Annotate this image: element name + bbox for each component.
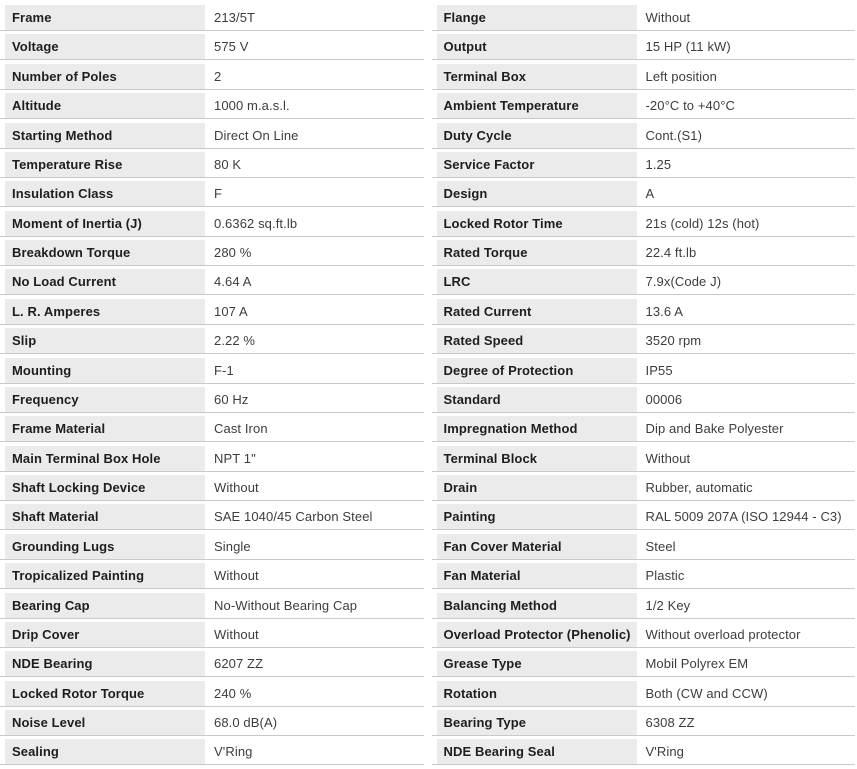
spec-value: 21s (cold) 12s (hot) xyxy=(645,215,760,231)
spec-label: NDE Bearing xyxy=(5,651,205,676)
spec-label: No Load Current xyxy=(5,269,205,294)
spec-label: Sealing xyxy=(5,739,205,764)
spec-label: Rated Speed xyxy=(437,328,637,353)
spec-row xyxy=(432,504,857,529)
spec-value: 0.6362 sq.ft.lb xyxy=(214,215,298,231)
spec-row xyxy=(432,269,857,294)
spec-label: Breakdown Torque xyxy=(5,240,205,265)
spec-label: Frequency xyxy=(5,387,205,412)
spec-label: Locked Rotor Torque xyxy=(5,681,205,706)
spec-row xyxy=(432,710,857,735)
spec-row xyxy=(432,123,857,148)
spec-label: Terminal Box xyxy=(437,64,637,89)
spec-row xyxy=(0,152,426,177)
spec-label: Altitude xyxy=(5,93,205,118)
spec-value: Mobil Polyrex EM xyxy=(645,656,749,672)
spec-value: SAE 1040/45 Carbon Steel xyxy=(214,509,373,525)
spec-value: 107 A xyxy=(214,303,248,319)
spec-row xyxy=(432,739,857,764)
spec-label: NDE Bearing Seal xyxy=(437,739,637,764)
spec-label: Bearing Type xyxy=(437,710,637,735)
spec-row xyxy=(432,240,857,265)
spec-value: Cast Iron xyxy=(214,421,268,437)
spec-label: L. R. Amperes xyxy=(5,299,205,324)
spec-value: 1000 m.a.s.l. xyxy=(214,98,290,114)
spec-label: Moment of Inertia (J) xyxy=(5,211,205,236)
spec-row xyxy=(432,651,857,676)
spec-value: Plastic xyxy=(645,568,685,584)
spec-value: 80 K xyxy=(214,156,242,172)
spec-value: No-Without Bearing Cap xyxy=(214,597,358,613)
spec-label: Grease Type xyxy=(437,651,637,676)
spec-value: Without overload protector xyxy=(645,626,801,642)
spec-label: Drip Cover xyxy=(5,622,205,647)
spec-value: Rubber, automatic xyxy=(645,480,753,495)
spec-value: Left position xyxy=(645,68,717,84)
spec-row xyxy=(0,475,426,500)
spec-label: Rated Torque xyxy=(437,240,637,265)
spec-value: Dip and Bake Polyester xyxy=(645,421,784,437)
spec-label: Frame xyxy=(5,5,205,30)
spec-row xyxy=(0,34,426,59)
spec-row xyxy=(432,534,857,559)
spec-value: 2 xyxy=(214,68,222,84)
spec-row xyxy=(0,416,426,441)
spec-label: Impregnation Method xyxy=(437,416,637,441)
spec-value: Single xyxy=(214,538,251,554)
spec-row xyxy=(432,681,857,706)
spec-value: 00006 xyxy=(645,391,683,407)
spec-label: Number of Poles xyxy=(5,64,205,89)
spec-row xyxy=(0,328,426,353)
spec-row xyxy=(432,64,857,89)
spec-row xyxy=(432,152,857,177)
spec-value: Without xyxy=(214,480,259,495)
spec-value: 213/5T xyxy=(214,10,256,25)
spec-value: 7.9x(Code J) xyxy=(645,274,722,290)
spec-value: V'Ring xyxy=(645,744,684,760)
spec-label: Frame Material xyxy=(5,416,205,441)
spec-row xyxy=(0,93,426,118)
spec-label: Drain xyxy=(437,475,637,500)
spec-value: Steel xyxy=(645,538,676,554)
spec-label: Mounting xyxy=(5,358,205,383)
spec-value: Both (CW and CCW) xyxy=(645,685,768,701)
spec-label: Locked Rotor Time xyxy=(437,211,637,236)
spec-label: Standard xyxy=(437,387,637,412)
spec-value: Without xyxy=(645,10,691,25)
spec-label: Service Factor xyxy=(437,152,637,177)
spec-value: NPT 1" xyxy=(214,450,256,466)
spec-row xyxy=(0,504,426,529)
spec-label: Main Terminal Box Hole xyxy=(5,446,205,471)
spec-row xyxy=(432,593,857,618)
spec-row xyxy=(0,534,426,559)
spec-row xyxy=(432,211,857,236)
spec-label: Noise Level xyxy=(5,710,205,735)
spec-row xyxy=(432,93,857,118)
spec-label: Slip xyxy=(5,328,205,353)
spec-row xyxy=(0,181,426,206)
spec-label: Design xyxy=(437,181,637,206)
spec-row xyxy=(0,5,426,30)
spec-value: F xyxy=(214,186,223,202)
spec-row xyxy=(432,416,857,441)
spec-label: Voltage xyxy=(5,34,205,59)
spec-label: Painting xyxy=(437,504,637,529)
spec-row xyxy=(0,563,426,588)
spec-row xyxy=(432,387,857,412)
spec-value: 6207 ZZ xyxy=(214,656,264,672)
spec-row xyxy=(0,240,426,265)
spec-label: Insulation Class xyxy=(5,181,205,206)
spec-value: A xyxy=(645,186,655,202)
spec-value: 4.64 A xyxy=(214,274,252,290)
spec-row xyxy=(432,181,857,206)
spec-value: Without xyxy=(214,626,259,642)
spec-row xyxy=(0,211,426,236)
spec-row xyxy=(0,358,426,383)
spec-label: Balancing Method xyxy=(437,593,637,618)
spec-row xyxy=(0,710,426,735)
spec-label: Grounding Lugs xyxy=(5,534,205,559)
spec-row xyxy=(432,328,857,353)
spec-row xyxy=(0,64,426,89)
spec-value: RAL 5009 207A (ISO 12944 - C3) xyxy=(645,509,842,525)
spec-label: Rotation xyxy=(437,681,637,706)
spec-value: -20°C to +40°C xyxy=(645,98,735,114)
spec-row xyxy=(0,446,426,471)
spec-row xyxy=(432,563,857,588)
spec-row xyxy=(432,475,857,500)
spec-label: Temperature Rise xyxy=(5,152,205,177)
spec-label: Flange xyxy=(437,5,637,30)
spec-table-right-column xyxy=(432,5,857,769)
spec-value: 13.6 A xyxy=(645,303,683,319)
spec-table-left-column xyxy=(0,5,426,769)
spec-value: 6308 ZZ xyxy=(645,715,695,730)
spec-label: Ambient Temperature xyxy=(437,93,637,118)
spec-label: Terminal Block xyxy=(437,446,637,471)
spec-value: 1.25 xyxy=(645,156,672,172)
spec-value: 240 % xyxy=(214,685,252,701)
spec-value: 3520 rpm xyxy=(645,333,702,349)
spec-label: Fan Cover Material xyxy=(437,534,637,559)
spec-value: 60 Hz xyxy=(214,391,249,407)
spec-label: Fan Material xyxy=(437,563,637,588)
spec-row xyxy=(0,123,426,148)
spec-value: IP55 xyxy=(645,362,673,378)
spec-row xyxy=(0,387,426,412)
spec-row xyxy=(0,651,426,676)
spec-row xyxy=(432,446,857,471)
spec-row xyxy=(0,622,426,647)
spec-value: 280 % xyxy=(214,245,252,260)
spec-value: 575 V xyxy=(214,39,249,55)
spec-value: V'Ring xyxy=(214,744,253,760)
spec-value: Direct On Line xyxy=(214,127,299,143)
spec-value: 2.22 % xyxy=(214,333,256,349)
spec-value: Without xyxy=(214,568,259,584)
spec-label: Starting Method xyxy=(5,123,205,148)
spec-label: LRC xyxy=(437,269,637,294)
spec-value: F-1 xyxy=(214,362,234,378)
spec-value: 15 HP (11 kW) xyxy=(645,39,731,55)
spec-value: Cont.(S1) xyxy=(645,127,703,143)
spec-row xyxy=(0,739,426,764)
spec-label: Tropicalized Painting xyxy=(5,563,205,588)
spec-label: Rated Current xyxy=(437,299,637,324)
spec-label: Bearing Cap xyxy=(5,593,205,618)
spec-label: Duty Cycle xyxy=(437,123,637,148)
spec-row xyxy=(0,593,426,618)
spec-label: Overload Protector (Phenolic) xyxy=(437,622,637,647)
spec-value: 68.0 dB(A) xyxy=(214,715,278,730)
spec-row xyxy=(432,34,857,59)
spec-value: 1/2 Key xyxy=(645,597,691,613)
spec-value: Without xyxy=(645,450,691,466)
spec-row xyxy=(0,681,426,706)
spec-row xyxy=(0,269,426,294)
spec-row xyxy=(432,299,857,324)
spec-row xyxy=(0,299,426,324)
spec-value: 22.4 ft.lb xyxy=(645,245,697,260)
spec-label: Shaft Material xyxy=(5,504,205,529)
spec-row xyxy=(432,358,857,383)
spec-row xyxy=(432,5,857,30)
spec-row xyxy=(432,622,857,647)
spec-label: Output xyxy=(437,34,637,59)
spec-label: Degree of Protection xyxy=(437,358,637,383)
spec-label: Shaft Locking Device xyxy=(5,475,205,500)
